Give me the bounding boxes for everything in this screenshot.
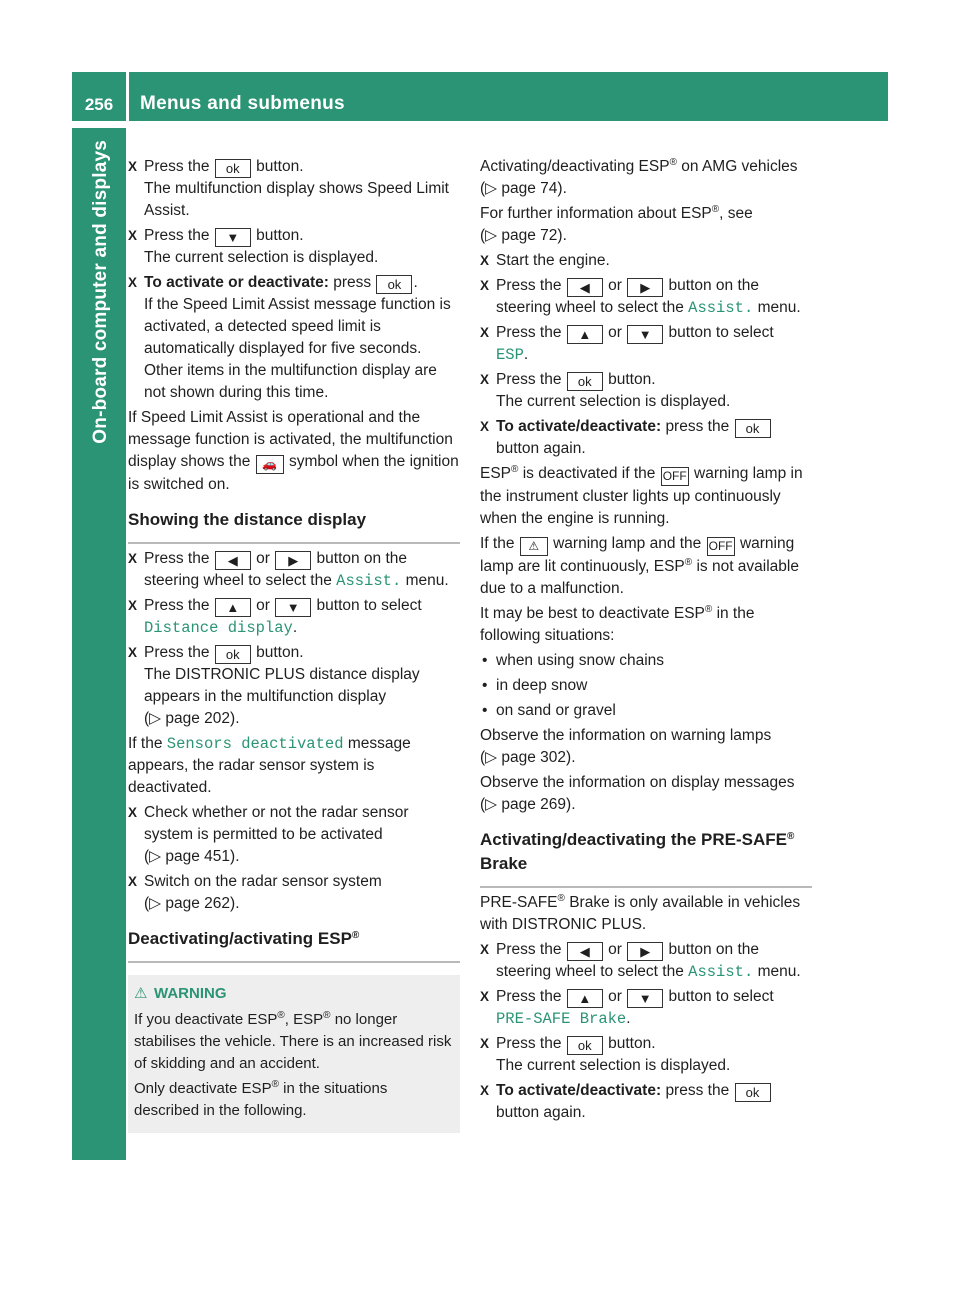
step: X Press the ◀ or ▶ button on the steering wheel to select the Assist. menu. [480,939,812,983]
step: X Press the ◀ or ▶ button on the steering wheel to select the Assist. menu. [128,548,460,592]
ok-key-icon: ok [567,1036,603,1055]
step: X Press the ▲ or ▼ button to select ESP. [480,322,812,366]
section-heading: Deactivating/activating ESP® [128,927,460,963]
ok-key-icon: ok [215,645,251,664]
step: X Press the ok button. The current selection is displayed. [480,1033,812,1077]
side-tab-label: On-board computer and displays [90,140,111,444]
step: X To activate/deactivate: press the ok button again. [480,416,812,460]
header-separator [126,72,129,121]
down-key-icon: ▼ [215,228,251,247]
up-key-icon: ▲ [215,598,251,617]
step: X Press the ok button. The multifunction display shows Speed Limit Assist. [128,156,460,222]
up-key-icon: ▲ [567,989,603,1008]
warning-box: ⚠ WARNING If you deactivate ESP®, ESP® no longer stabilises the vehicle. There is an increased risk of skidding and an accident. Only deactivate ESP® in the situations described in the following. [128,975,460,1133]
step: X Press the ok button. The DISTRONIC PLUS distance display appears in the multifunction display (▷ page 202). [128,642,460,730]
step: X Switch on the radar sensor system (▷ page 262). [128,871,460,915]
step: X Press the ▲ or ▼ button to select PRE-SAFE Brake. [480,986,812,1030]
section-heading: Activating/deactivating the PRE-SAFE® Brake [480,828,812,888]
page-number-box [72,72,126,121]
ok-key-icon: ok [735,1083,771,1102]
right-key-icon: ▶ [275,551,311,570]
step: X Press the ◀ or ▶ button on the steering wheel to select the Assist. menu. [480,275,812,319]
step: X Start the engine. [480,250,812,272]
list-item: • when using snow chains [480,650,812,672]
warning-title: ⚠ WARNING [134,983,452,1005]
left-key-icon: ◀ [567,942,603,961]
esp-warning-icon: ⚠ [520,537,548,556]
step: X To activate/deactivate: press the ok button again. [480,1080,812,1124]
left-column [128,156,460,1133]
step: X Check whether or not the radar sensor system is permitted to be activated (▷ page 451). [128,802,460,868]
left-key-icon: ◀ [215,551,251,570]
right-key-icon: ▶ [627,942,663,961]
list-item: • on sand or gravel [480,700,812,722]
page-title: Menus and submenus [140,93,345,114]
step: X Press the ▼ button. The current selection is displayed. [128,225,460,269]
ok-key-icon: ok [567,372,603,391]
left-key-icon: ◀ [567,278,603,297]
right-column: Activating/deactivating ESP® on AMG vehicles (▷ page 74). For further information about ESP®, see (▷ page 72). X Start the engine. X Press the ◀ or ▶ button on the steering wheel to select the Assist. menu. X Press the ▲ or ▼ button to select ESP. X Press the ok button. The current selection is displayed. X To activate/deactivate: press the ok button again. ESP® is deactivated if the OFF warning lamp in the instrument cluster lights up continuously when the engine is running. If the ⚠ warning lamp and the OFF warning lamp are lit continuously, ESP® is not available due to a malfunction. It may be best to deactivate ESP® in the following situations: • when using snow chains • in deep snow • on sand or gravel Observe the information on warning lamps (▷ page 302). Observe the information on display messages (▷ page 269). Activating/deactivating the PRE-SAFE® Brake PRE-SAFE® Brake is only available in vehicles with DISTRONIC PLUS. X Press the ◀ or ▶ button on the steering wheel to select the Assist. menu. X Press the ▲ or ▼ button to select PRE-SAFE Brake. X Press the ok button. The current selection is displayed. X To activate/deactivate: press the ok button again. [480,156,812,1127]
esp-off-icon: OFF [661,467,689,486]
esp-off-icon: OFF [707,537,735,556]
ok-key-icon: ok [735,419,771,438]
paragraph: If Speed Limit Assist is operational and the message function is activated, the multifunction display shows the 🚗 symbol when the ignition is switched on. [128,409,459,493]
step: X Press the ok button. The current selection is displayed. [480,369,812,413]
ok-key-icon: ok [376,275,412,294]
distronic-icon: 🚗 [256,455,284,474]
up-key-icon: ▲ [567,325,603,344]
down-key-icon: ▼ [627,325,663,344]
right-key-icon: ▶ [627,278,663,297]
ok-key-icon: ok [215,159,251,178]
step: X To activate or deactivate: press ok . If the Speed Limit Assist message function is activated, a detected speed limit is automatically displayed for five seconds. Other items in the multifunction display are not shown during this time. [128,272,460,404]
section-heading: Showing the distance display [128,508,460,544]
step: X Press the ▲ or ▼ button to select Distance display. [128,595,460,639]
down-key-icon: ▼ [275,598,311,617]
list-item: • in deep snow [480,675,812,697]
paragraph: If the Sensors deactivated message appears, the radar sensor system is deactivated. [128,735,411,796]
page-number: 256 [84,95,114,114]
down-key-icon: ▼ [627,989,663,1008]
